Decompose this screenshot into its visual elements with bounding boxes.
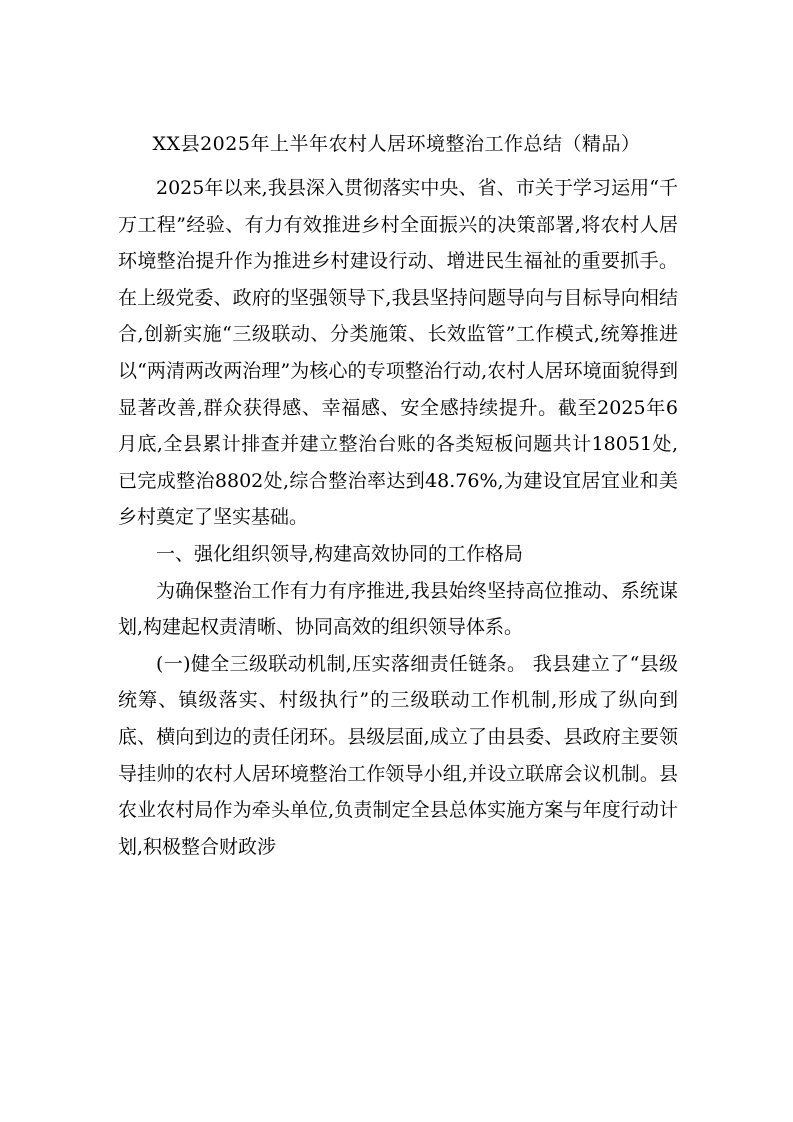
section-heading-1: 一、强化组织领导,构建高效协同的工作格局 (156, 542, 524, 565)
subsection-paragraph: (一)健全三级联动机制,压实落细责任链条。 我县建立了“县级统筹、镇级落实、村级执行”的三级联动工作机制,形成了纵向到底、横向到边的责任闭环。县级层面,成立了由县委、县政府主要领导挂帅的农村人居环境整治工作领导小组,并设立联席会议机制。县农业农村局作为牵头单位,负责制定全县总体实施方案与年度行动计划,积极整合财政涉 (118, 652, 678, 858)
intro-paragraph: 2025年以来,我县深入贯彻落实中央、省、市关于学习运用“千万工程”经验、有力有效推进乡村全面振兴的决策部署,将农村人居环境整治提升作为推进乡村建设行动、增进民生福祉的重要抓手。在上级党委、政府的坚强领导下,我县坚持问题导向与目标导向相结合,创新实施“三级联动、分类施策、长效监管”工作模式,统筹推进以“两清两改两治理”为核心的专项整治行动,农村人居环境面貌得到显著改善,群众获得感、幸福感、安全感持续提升。截至2025年6月底,全县累计排查并建立整治台账的各类短板问题共计18051处,已完成整治8802处,综合整治率达到48.76%,为建设宜居宜业和美乡村奠定了坚实基础。 (118, 177, 678, 529)
document-title: XX县2025年上半年农村人居环境整治工作总结（精品） (152, 133, 641, 155)
document-body (118, 170, 678, 865)
section-paragraph: 为确保整治工作有力有序推进,我县始终坚持高位推动、系统谋划,构建起权责清晰、协同高效的组织领导体系。 (118, 579, 678, 639)
